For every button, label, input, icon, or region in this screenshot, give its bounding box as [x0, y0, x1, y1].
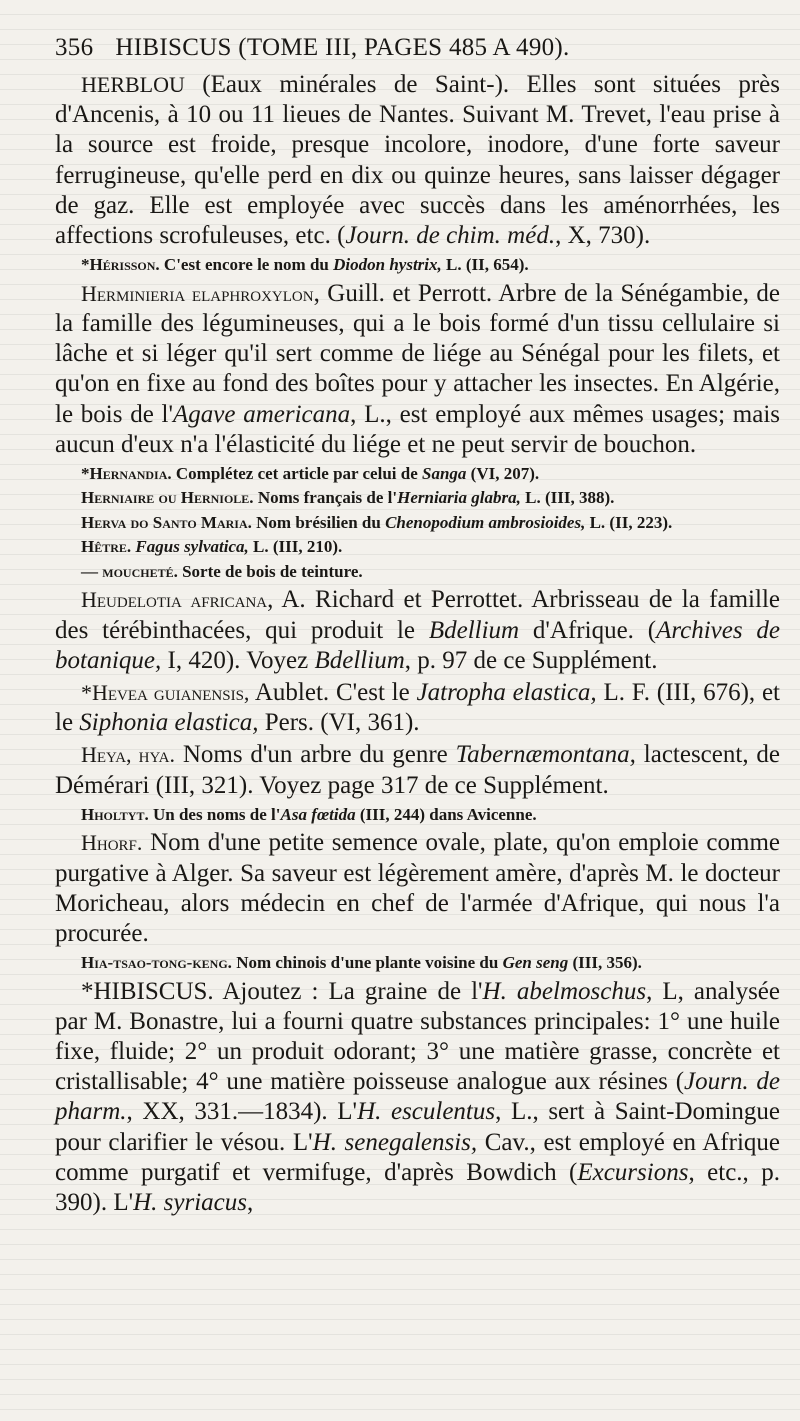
entry-text: Noms d'un arbre du genre [174, 741, 456, 769]
entry-paragraph [55, 254, 780, 276]
entry-text: Nom brésilien du [251, 512, 386, 532]
entry-paragraph [55, 463, 780, 485]
entry-text: L. (II, 654). [441, 255, 529, 275]
entry-text: Sorte de bois de teinture. [177, 561, 363, 581]
entry-text: , X, 730). [555, 222, 651, 250]
entry-text: Pers. (VI, 361). [258, 709, 420, 737]
entry-headword: Herminieria elaphroxylon [81, 280, 314, 306]
entry-headword: *Hevea guianensis, [81, 680, 250, 706]
italic-term: Fagus sylvatica, [135, 537, 249, 557]
entry-paragraph [55, 740, 780, 800]
italic-term: Agave americana [173, 400, 351, 428]
entry-text: Nom chinois d'une plante voisine du [231, 953, 503, 973]
entry-text: , L, analysée par M. Bonastre, lui a fourni quatre substances principales: 1° une huile fixe, fluide; 2° un produit odorant; 3° une matière grasse, concrète et cristallisable; 4° une matière poisseuse analogue aux résines ( [55, 977, 780, 1096]
entry-headword: Hia-tsao-tong-keng. [81, 953, 232, 973]
entry-text: , XX, 331.—1834). L' [126, 1098, 358, 1126]
entry-headword: Hholtyt. [81, 804, 149, 824]
entry-paragraph [55, 487, 780, 509]
entry-paragraph [55, 585, 780, 676]
italic-term: Diodon hystrix, [333, 255, 442, 275]
entry-paragraph [55, 512, 780, 534]
entry-paragraph [55, 828, 780, 949]
entry-headword: Herva do Santo Maria. [81, 512, 252, 532]
italic-term: Archives de botanique, [55, 616, 781, 674]
entry-paragraph [55, 977, 780, 1219]
italic-term: Herniaria glabra, [397, 488, 521, 508]
italic-term: Jatropha elastica, [416, 679, 597, 707]
italic-term: Sanga [422, 463, 467, 483]
entry-text: , [247, 1189, 254, 1217]
entry-paragraph [55, 561, 780, 583]
entry-text: Ajoutez : La graine de l' [213, 977, 483, 1005]
entry-text: , L., sert à Saint-Domingue pour clarifier le vésou. L' [55, 1098, 780, 1156]
entry-headword: *Hernandia. [81, 463, 172, 483]
entry-paragraph [55, 678, 780, 738]
entry-text: , Guill. et Perrott. Arbre de la Sénégambie, de la famille des légumineuses, qui a le bois formé d'un tissu cellulaire si lâche et si léger qu'il sert comme de liége au Sénégal pour les filets, et qu'on en fixe au fond des boîtes pour y attacher les insectes. En Algérie, le bois de l' [55, 279, 781, 428]
entry-headword: HERBLOU [81, 72, 185, 97]
entry-headword: Heudelotia africana [81, 587, 268, 613]
entry-paragraph [55, 70, 780, 251]
entry-text: Nom d'une petite semence ovale, plate, qu'on emploie comme purgative à Alger. Sa saveur est légèrement amère, d'après M. le docteur Moricheau, alors médecin en chef de l'armée d'Afrique, qui nous l'a procurée. [55, 829, 780, 947]
entry-headword: Herniaire ou Herniole. [81, 488, 254, 508]
italic-term: Tabernæmontana, [455, 741, 636, 769]
dictionary-entries [55, 70, 780, 1218]
page-number: 356 [55, 34, 94, 61]
italic-term: Asa fœtida [280, 804, 356, 824]
italic-term: Gen seng [502, 953, 569, 973]
entry-headword: *Hérisson. [81, 255, 160, 275]
entry-text: Un des noms de l' [148, 804, 281, 824]
entry-text: , A. Richard et Perrottet. Arbrisseau de la famille des térébinthacées, qui produit le [55, 586, 780, 644]
entry-text: Cav., est employé en Afrique comme purgatif et vermifuge, d'après Bowdich ( [55, 1128, 780, 1186]
entry-text: (VI, 207). [466, 463, 540, 483]
italic-term: H. esculentus [357, 1098, 496, 1126]
entry-text: (III, 356). [568, 953, 642, 973]
entry-paragraph [55, 536, 780, 558]
italic-term: Journ. de chim. méd. [345, 222, 556, 250]
entry-text: C'est encore le nom du [159, 255, 334, 275]
italic-term: H. syriacus [133, 1189, 247, 1217]
entry-headword: *HIBISCUS. [81, 977, 214, 1005]
italic-term: Journ. de pharm. [55, 1068, 780, 1126]
entry-text: Noms français de l' [253, 488, 398, 508]
entry-paragraph [55, 952, 780, 974]
entry-text: L. F. (III, 676), et le [55, 679, 781, 737]
italic-term: Bdellium [314, 646, 405, 674]
entry-text: , etc., p. 390). L' [55, 1158, 780, 1217]
entry-text: L. (III, 210). [248, 537, 343, 557]
running-header [55, 34, 780, 62]
entry-headword: Hêtre. [81, 537, 132, 557]
italic-term: H. abelmoschus [482, 977, 647, 1005]
entry-text: (Eaux minérales de Saint-). Elles sont situées près d'Ancenis, à 10 ou 11 lieues de Nantes. Suivant M. Trevet, l'eau prise à la source est froide, presque incolore, inodore, d'une forte saveur ferrugineuse, qu'elle perd en dix ou quinze heures, sans laisser dégager de gaz. Elle est employée avec succès dans les aménorrhées, les affections scrofuleuses, etc. ( [55, 71, 780, 250]
italic-term: Excursions [577, 1158, 689, 1186]
italic-term: H. senegalensis, [312, 1128, 478, 1156]
entry-text: I, 420). Voyez [161, 646, 315, 674]
entry-text: Complétez cet article par celui de [171, 463, 422, 483]
entry-headword: Hhorf. [81, 830, 143, 856]
italic-term: Siphonia elastica, [79, 709, 259, 737]
entry-text: (III, 244) dans Avicenne. [355, 804, 537, 824]
italic-term: Bdellium [428, 616, 520, 644]
entry-text: , L., est employé aux mêmes usages; mais aucun d'eux n'a l'élasticité du liége et ne peut servir de bouchon. [55, 400, 780, 458]
running-title: HIBISCUS (TOME III, PAGES 485 A 490). [115, 34, 570, 61]
entry-text: L. (III, 388). [520, 488, 615, 508]
italic-term: Chenopodium ambrosioides, [385, 512, 586, 532]
entry-paragraph [55, 279, 780, 460]
entry-text: , p. 97 de ce Supplément. [404, 646, 658, 674]
entry-text: L. (II, 223). [585, 512, 673, 532]
entry-headword: — moucheté. [81, 561, 178, 581]
entry-paragraph [55, 804, 780, 826]
entry-text: d'Afrique. ( [519, 616, 657, 644]
entry-headword: Heya, hya. [81, 742, 175, 768]
entry-text: lactescent, de Démérari (III, 321). Voyez page 317 de ce Supplément. [55, 741, 780, 799]
entry-text: Aublet. C'est le [249, 679, 417, 707]
